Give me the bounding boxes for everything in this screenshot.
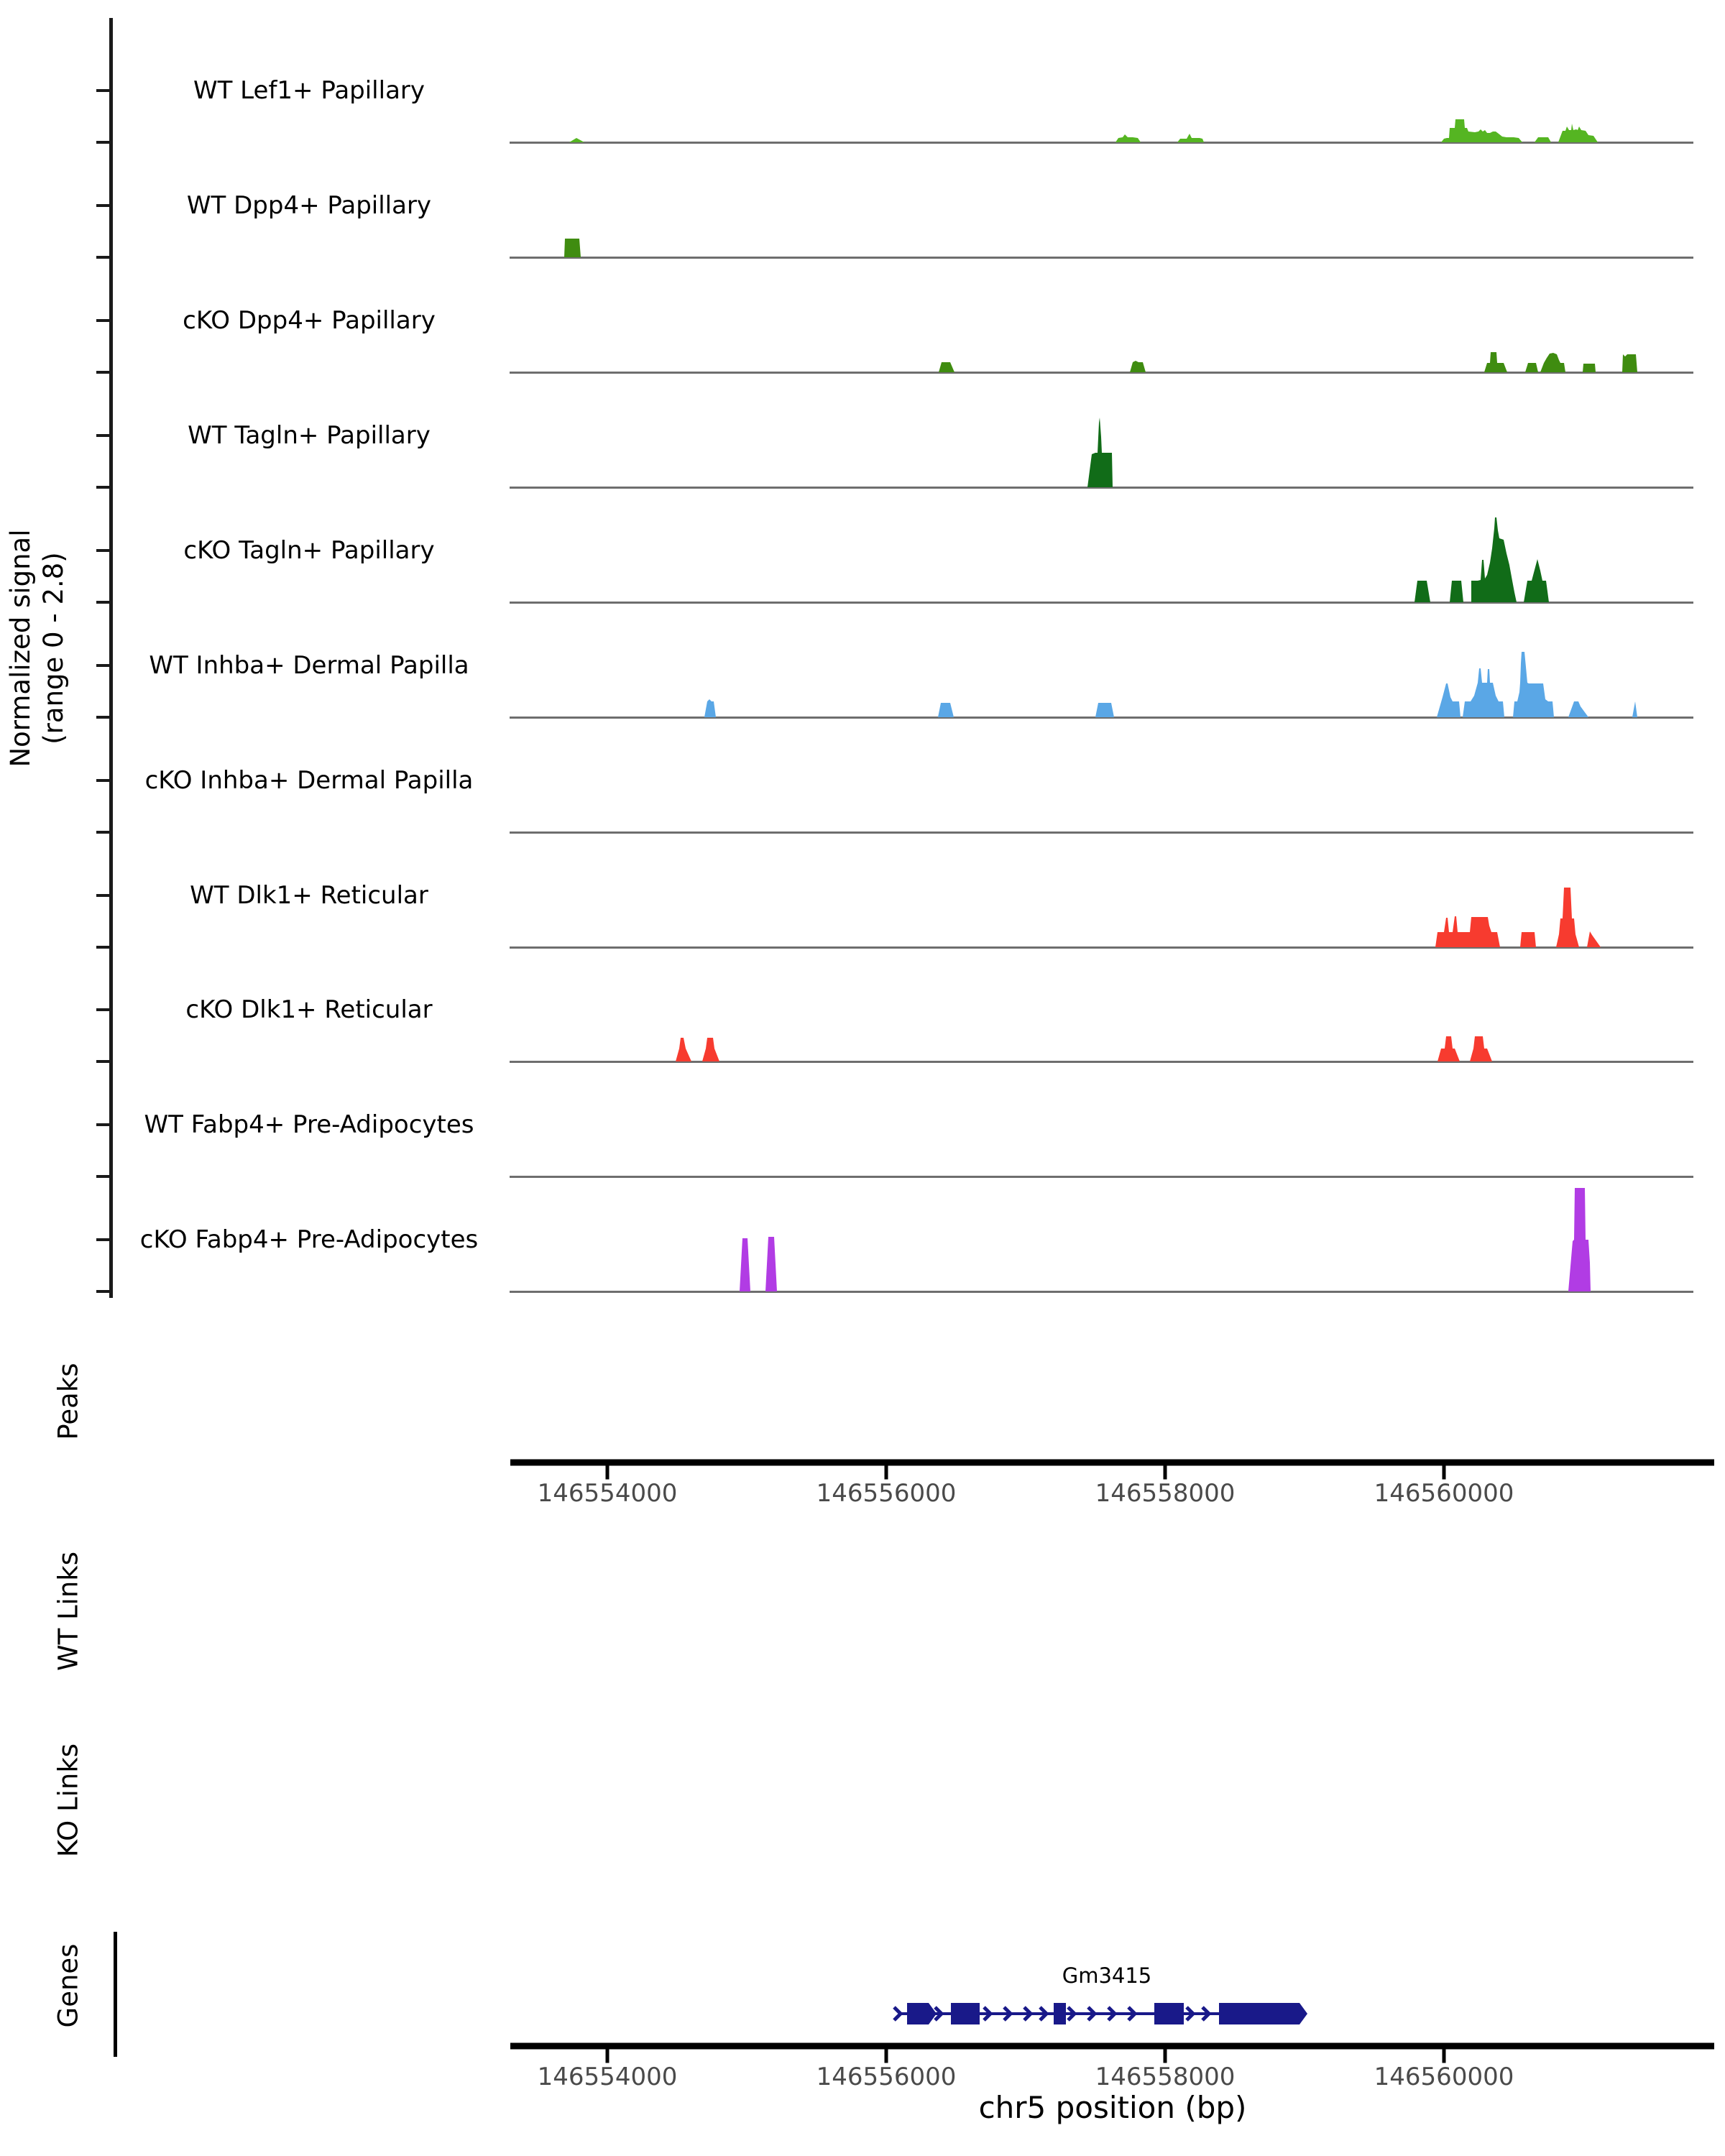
signal-peak [1484, 352, 1507, 372]
genes-axis-line [114, 1932, 117, 2057]
track-label-wt-dpp4-papillary: WT Dpp4+ Papillary [186, 191, 432, 220]
signal-peak [676, 1038, 691, 1061]
x-axis-title: chr5 position (bp) [978, 2090, 1247, 2125]
gene-exon [1219, 2003, 1300, 2024]
x-axis-tick [1443, 2050, 1446, 2063]
signal-peak [1556, 888, 1579, 947]
peaks-axis-tick-label-146558000: 146558000 [1095, 1479, 1236, 1508]
track-label-wt-inhba-dermal-papilla: WT Inhba+ Dermal Papilla [149, 651, 469, 680]
signal-peak [702, 1038, 719, 1061]
signal-peak [1414, 581, 1430, 602]
signal-peak [1524, 559, 1549, 602]
y-axis-tick [96, 371, 109, 374]
x-axis-tick-label-146558000: 146558000 [1095, 2063, 1236, 2091]
gene-exon [1154, 2003, 1184, 2024]
signal-peak [1177, 134, 1204, 142]
track-label-cko-dpp4-papillary: cKO Dpp4+ Papillary [183, 306, 436, 335]
track-baseline [510, 1291, 1693, 1293]
x-axis-tick-label-146554000: 146554000 [537, 2063, 678, 2091]
signal-peak [1513, 652, 1554, 717]
x-axis-tick [885, 2050, 888, 2063]
x-axis-tick-label-146560000: 146560000 [1374, 2063, 1514, 2091]
track-label-wt-lef1-papillary: WT Lef1+ Papillary [193, 76, 426, 105]
section-label-ko-links: KO Links [52, 1743, 84, 1858]
gene-exon [907, 2003, 929, 2024]
track-baseline [510, 1176, 1693, 1178]
x-axis-tick [606, 2050, 610, 2063]
signal-peak [1441, 119, 1522, 142]
signal-peak [1525, 363, 1538, 372]
track-baseline [510, 372, 1693, 374]
x-axis-tick [606, 1466, 610, 1480]
y-axis-tick [96, 601, 109, 604]
y-axis-tick [96, 141, 109, 144]
signal-peak [569, 138, 584, 142]
signal-peak [1130, 361, 1146, 372]
signal-peak [1568, 701, 1588, 717]
x-axis-line [510, 2043, 1714, 2050]
y-axis-tick [96, 1175, 109, 1178]
signal-peak [1587, 931, 1601, 947]
signal-peak [1470, 1036, 1492, 1061]
signal-peak [1622, 354, 1637, 372]
section-label-wt-links: WT Links [52, 1552, 84, 1671]
signal-peak [938, 703, 954, 717]
peaks-axis-line [510, 1460, 1714, 1466]
signal-peak [1437, 683, 1460, 717]
x-axis-tick [885, 1466, 888, 1480]
x-axis-tick-label-146556000: 146556000 [816, 2063, 957, 2091]
track-label-cko-dlk1-reticular: cKO Dlk1+ Reticular [185, 995, 433, 1024]
section-label-peaks: Peaks [52, 1363, 84, 1440]
y-axis-tick [96, 1060, 109, 1063]
track-label-cko-inhba-dermal-papilla: cKO Inhba+ Dermal Papilla [144, 766, 474, 795]
signal-peak [1095, 703, 1114, 717]
peaks-axis-tick-label-146560000: 146560000 [1374, 1479, 1514, 1508]
signal-peak [740, 1238, 750, 1291]
gene-exon-arrow-tip [1300, 2003, 1307, 2024]
signal-peak [1540, 353, 1565, 372]
signal-peak [564, 239, 581, 257]
y-axis-tick [96, 831, 109, 834]
signal-peak [1520, 932, 1536, 947]
signal-peak [1435, 916, 1500, 947]
track-label-wt-dlk1-reticular: WT Dlk1+ Reticular [190, 881, 428, 910]
signal-peak [1471, 517, 1517, 602]
signal-peak [1116, 134, 1141, 142]
gene-exon [1054, 2003, 1066, 2024]
y-axis-tick [96, 256, 109, 259]
signal-peak [1632, 701, 1637, 717]
y-axis-tick [96, 946, 109, 949]
y-axis-tick [96, 1290, 109, 1293]
peaks-axis-tick-label-146554000: 146554000 [537, 1479, 678, 1508]
track-baseline [510, 946, 1693, 949]
gene-name-label: Gm3415 [1062, 1963, 1152, 1988]
signal-peak [1087, 418, 1113, 487]
y-axis-label-line1: Normalized signal [5, 529, 36, 768]
peaks-axis-tick-label-146556000: 146556000 [816, 1479, 957, 1508]
signal-peak [704, 699, 716, 717]
x-axis-tick [1164, 1466, 1167, 1480]
track-label-wt-fabp4-pre-adipocytes: WT Fabp4+ Pre-Adipocytes [144, 1110, 474, 1139]
y-axis-tick [96, 486, 109, 489]
signal-peak [1568, 1188, 1591, 1291]
track-label-cko-fabp4-pre-adipocytes: cKO Fabp4+ Pre-Adipocytes [139, 1225, 479, 1254]
track-baseline [510, 257, 1693, 259]
signal-peak [1583, 364, 1596, 372]
track-baseline [510, 831, 1693, 834]
signal-peak [1450, 581, 1463, 602]
section-label-genes: Genes [52, 1943, 84, 2028]
y-axis-label [4, 529, 70, 767]
gene-strand-chevron [894, 2007, 901, 2020]
gene-exon-arrow-tip [929, 2003, 937, 2024]
x-axis-tick [1164, 2050, 1167, 2063]
signal-peak [1438, 1036, 1460, 1061]
signal-peak [765, 1237, 777, 1291]
signal-peak [939, 362, 954, 372]
track-label-wt-tagln-papillary: WT Tagln+ Papillary [188, 421, 431, 450]
y-axis-tick [96, 716, 109, 719]
signal-peak [1558, 124, 1598, 142]
signal-peak [1463, 668, 1504, 717]
track-label-cko-tagln-papillary: cKO Tagln+ Papillary [183, 536, 435, 565]
x-axis-tick [1443, 1466, 1446, 1480]
signal-peak [1535, 137, 1551, 142]
y-axis-label-line2: (range 0 - 2.8) [38, 552, 69, 745]
gene-exon [951, 2003, 980, 2024]
